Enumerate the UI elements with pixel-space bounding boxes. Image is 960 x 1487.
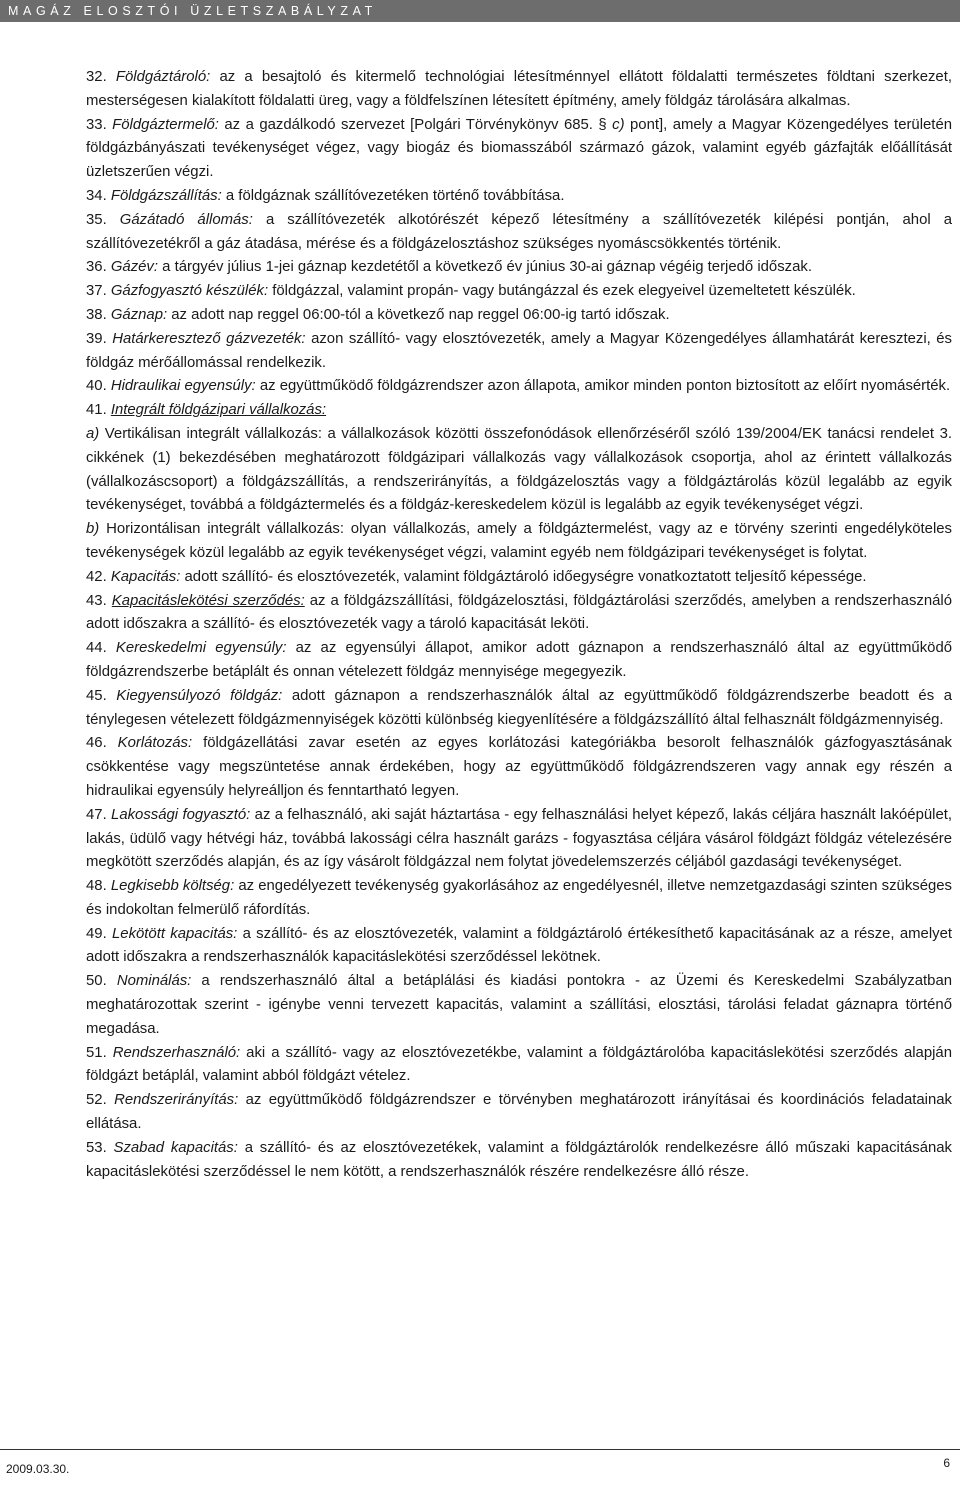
entry-number: 44.: [86, 640, 107, 657]
entry-term: Gázév:: [110, 259, 159, 276]
definition-entry: [86, 875, 952, 923]
entry-text: a tárgyév július 1-jei gáznap kezdetétől a következő év június 30-ai gáznap végéig terjedő időszak.: [158, 259, 812, 276]
entry-text: az a besajtoló és kitermelő technológiai létesítménnyel ellátott földalatti természetes földtani szerkezet, mesterségesen kialakított földalatti üreg, vagy a földfelszínen létesített építmény, amely földgáz tárolására alkalmas.: [86, 69, 952, 109]
definition-entry: [86, 399, 952, 423]
definition-entry: [86, 280, 952, 304]
definition-entry: [86, 1137, 952, 1185]
entry-number: 40.: [86, 378, 107, 395]
entry-text-secondary: pont], amely a Magyar Közengedélyes területén földgázbányászati tevékenységet végez, vagy biogáz és biomasszából származó gázok, valamint egyéb gázfajták előállítását üzletszerűen végzi.: [86, 116, 953, 181]
entry-text: az a földgázszállítási, földgázelosztási, földgáztárolási szerződés, amelyben a rendszerhasználó adott időszakra a szállító- és elosztóvezeték vagy a tároló kapacitását leköti.: [86, 592, 952, 633]
entry-term: Integrált földgázipari vállalkozás:: [110, 402, 327, 419]
entry-term: Legkisebb költség:: [110, 878, 235, 895]
entry-term: b): [86, 521, 100, 538]
entry-number: 47.: [86, 806, 107, 823]
definition-entry: [86, 256, 952, 280]
entry-text: a rendszerhasználó által a betáplálási és kiadási pontokra - az Üzemi és Kereskedelmi Szabályzatban meghatározottak szerint - igénybe venni tervezett kapacitás, valamint a szállítási, elosztási, tárolási feladat gáznapra történő megadása.: [86, 973, 953, 1037]
entry-term: Lekötött kapacitás:: [112, 925, 238, 942]
entry-term: Nominálás:: [116, 973, 192, 990]
entry-text: az együttműködő földgázrendszer e törvényben meghatározott irányításai és koordinációs feladatainak ellátása.: [86, 1092, 952, 1133]
footer-date: 2009.03.30.: [6, 1462, 70, 1476]
entry-text: földgázzal, valamint propán- vagy butángázzal és ezek elegyeivel üzemeltetett készülék.: [268, 283, 856, 300]
definition-entry: [86, 209, 952, 257]
entry-text: az a gazdálkodó szervezet [Polgári Törvénykönyv 685. §: [218, 116, 607, 133]
definition-entry: [86, 423, 952, 518]
definition-entry: [86, 804, 952, 875]
entry-term: Földgáztároló:: [115, 69, 211, 85]
entry-number: 50.: [86, 973, 107, 990]
definition-entry: [86, 923, 952, 971]
entry-text: az engedélyezett tevékenység gyakorlásához az engedélyesnél, illetve nemzetgazdasági szinten szükséges és indokoltan felmerülő ráfordítás.: [86, 878, 952, 918]
entry-text: az a felhasználó, aki saját háztartása - egy felhasználási helyet képező, lakás céljára használt lakóépület, lakás, üdülő vagy hétvégi ház, továbbá lakossági célra használt garázs - fogyasztása céljára vásárol földgázt földgáz vételezésére megkötött szerződés alapján, és az így vásárolt földgázzal nem folytat jövedelemszerzés céljából gazdasági tevékenységet.: [86, 806, 952, 871]
definition-entry: [86, 566, 952, 590]
entry-number: 46.: [86, 735, 107, 752]
entry-term: Földgáztermelő:: [112, 116, 219, 133]
footer-divider: [0, 1449, 960, 1450]
definition-entry: [86, 637, 952, 685]
entry-term: Lakossági fogyasztó:: [111, 806, 251, 823]
entry-text: adott gáznapon a rendszerhasználók által az együttműködő földgázrendszerbe beadott és a ténylegesen vételezett földgázmennyiségek közötti különbség kiegyenlítésére a földgázszállító által felhasznált földgázmennyiség.: [86, 687, 952, 728]
definition-entry: [86, 518, 952, 566]
definition-entry: [86, 185, 952, 209]
definition-entry: [86, 328, 952, 376]
entry-term: Gázátadó állomás:: [119, 211, 253, 228]
definition-entry: [86, 590, 952, 638]
entry-text: földgázellátási zavar esetén az egyes korlátozási kategóriákba besorolt felhasználók gázfogyasztásának csökkentése vagy megszüntetése annak érdekében, hogy az együttműködő földgázrendszeren vagy annak egy részén a hidraulikai egyensúly helyreálljon és fenntartható legyen.: [86, 735, 953, 799]
entry-text: a szállító- és az elosztóvezetékek, valamint a földgáztárolók rendelkezésre álló műszaki kapacitásának kapacitáslekötési szerződéssel le nem kötött, a rendszerhasználók részére rendelkezésre álló része.: [86, 1139, 952, 1180]
entry-term: Rendszerhasználó:: [112, 1044, 241, 1061]
entry-number: 43.: [86, 592, 107, 609]
entry-number: 36.: [86, 259, 107, 276]
entry-text: azon szállító- vagy elosztóvezeték, amely a Magyar Közengedélyes államhatárát keresztezi, és földgáz mérőállomással rendelkezik.: [86, 330, 952, 371]
entry-text: az az egyensúlyi állapot, amikor adott gáznapon a rendszerhasználó által az együttműködő földgázrendszerbe betáplált és onnan vételezett földgáz mennyisége megegyezik.: [86, 640, 953, 680]
definition-entry: [86, 66, 952, 114]
entry-text: a szállítóvezeték alkotórészét képező létesítmény a szállítóvezeték kilépési pontján, ahol a szállítóvezetékről a gáz átadása, mérése és a földgázelosztáshoz szükséges nyomáscsökkentés történik.: [86, 211, 953, 252]
entry-number: 52.: [86, 1092, 107, 1109]
definition-entry: [86, 304, 952, 328]
definition-entry: [86, 732, 952, 803]
entry-term: Kiegyensúlyozó földgáz:: [116, 687, 283, 704]
entry-number: 53.: [86, 1139, 107, 1156]
entry-term: Rendszerirányítás:: [114, 1092, 239, 1109]
entry-text: Horizontálisan integrált vállalkozás: olyan vállalkozás, amely a földgáztermelést, vagy az e törvény szerinti engedélyköteles tevékenységek közül legalább az egyik tevékenységet végzi, valamint egyéb nem földgázipari tevékenységet is folytat.: [86, 521, 952, 561]
entry-term: Határkeresztező gázvezeték:: [112, 330, 306, 347]
entry-number: 45.: [86, 687, 107, 704]
entry-number: 39.: [86, 330, 107, 347]
entry-term: Kereskedelmi egyensúly:: [115, 640, 287, 657]
entry-text: a földgáznak szállítóvezetéken történő továbbítása.: [221, 187, 565, 204]
entry-number: 51.: [86, 1044, 107, 1061]
entry-term: Földgázszállítás:: [110, 187, 222, 204]
entry-text: az adott nap reggel 06:00-tól a következő nap reggel 06:00-ig tartó időszak.: [167, 306, 670, 323]
definition-entry: [86, 970, 952, 1041]
entry-text: a szállító- és az elosztóvezeték, valamint a földgáztároló értékesíthető kapacitásának az a része, amelyet adott időszakra a rendszerhasználók kapacitáslekötési szerződéssel lekötnek.: [86, 925, 952, 966]
entry-text: aki a szállító- vagy az elosztóvezetékbe, valamint a földgáztárolóba kapacitáslekötési szerződés alapján földgázt betáplál, valamint abból földgázt vételez.: [86, 1044, 952, 1085]
entry-number: 32.: [86, 69, 107, 85]
page-number: 6: [943, 1456, 950, 1470]
header-band: [0, 0, 960, 22]
entry-number: 41.: [86, 402, 107, 419]
entry-term: Korlátozás:: [117, 735, 193, 752]
entry-term: Hidraulikai egyensúly:: [110, 378, 256, 395]
entry-number: 49.: [86, 925, 107, 942]
entry-number: 37.: [86, 283, 107, 300]
definition-entry: [86, 1042, 952, 1090]
definitions-list: [86, 66, 952, 1184]
entry-number: 38.: [86, 306, 107, 323]
definition-entry: [86, 114, 952, 185]
entry-number: 42.: [86, 568, 107, 585]
entry-text: Vertikálisan integrált vállalkozás: a vállalkozások közötti összefonódások ellenőrzéséről szóló 139/2004/EK tanácsi rendelet 3. cikkének (1) bekezdésében meghatározott földgázipari vállalkozás vagy vállalkozások csoportja, ahol az érintett vállalkozás (vállalkozáscsoport) a földgázszállítás, a rendszerirányítás, a földgázelosztás vagy a földgáztárolás közül legalább az egyik tevékenységet, továbbá a földgáztermelés és a földgáz-kereskedelem közül is legalább az egyik tevékenységet végzi.: [86, 425, 952, 514]
entry-term: a): [86, 425, 100, 442]
entry-term: Gázfogyasztó készülék:: [110, 283, 269, 300]
entry-number: 33.: [86, 116, 107, 133]
entry-text: az együttműködő földgázrendszer azon állapota, amikor minden ponton biztosított az előírt nyomásérték.: [255, 378, 951, 395]
entry-term-secondary: c): [606, 116, 625, 133]
entry-number: 48.: [86, 878, 107, 895]
entry-number: 35.: [86, 211, 107, 228]
definition-entry: [86, 685, 952, 733]
document-title: MAGÁZ ELOSZTÓI ÜZLETSZABÁLYZAT: [8, 4, 377, 18]
entry-term: Gáznap:: [110, 306, 168, 323]
entry-text: adott szállító- és elosztóvezeték, valamint földgáztároló időegységre vonatkoztatott teljesítő képessége.: [180, 568, 867, 585]
entry-term: Szabad kapacitás:: [113, 1139, 238, 1156]
definition-entry: [86, 375, 952, 399]
entry-number: 34.: [86, 187, 107, 204]
entry-term: Kapacitás:: [110, 568, 181, 585]
definition-entry: [86, 1089, 952, 1137]
entry-term: Kapacitáslekötési szerződés:: [111, 592, 305, 609]
